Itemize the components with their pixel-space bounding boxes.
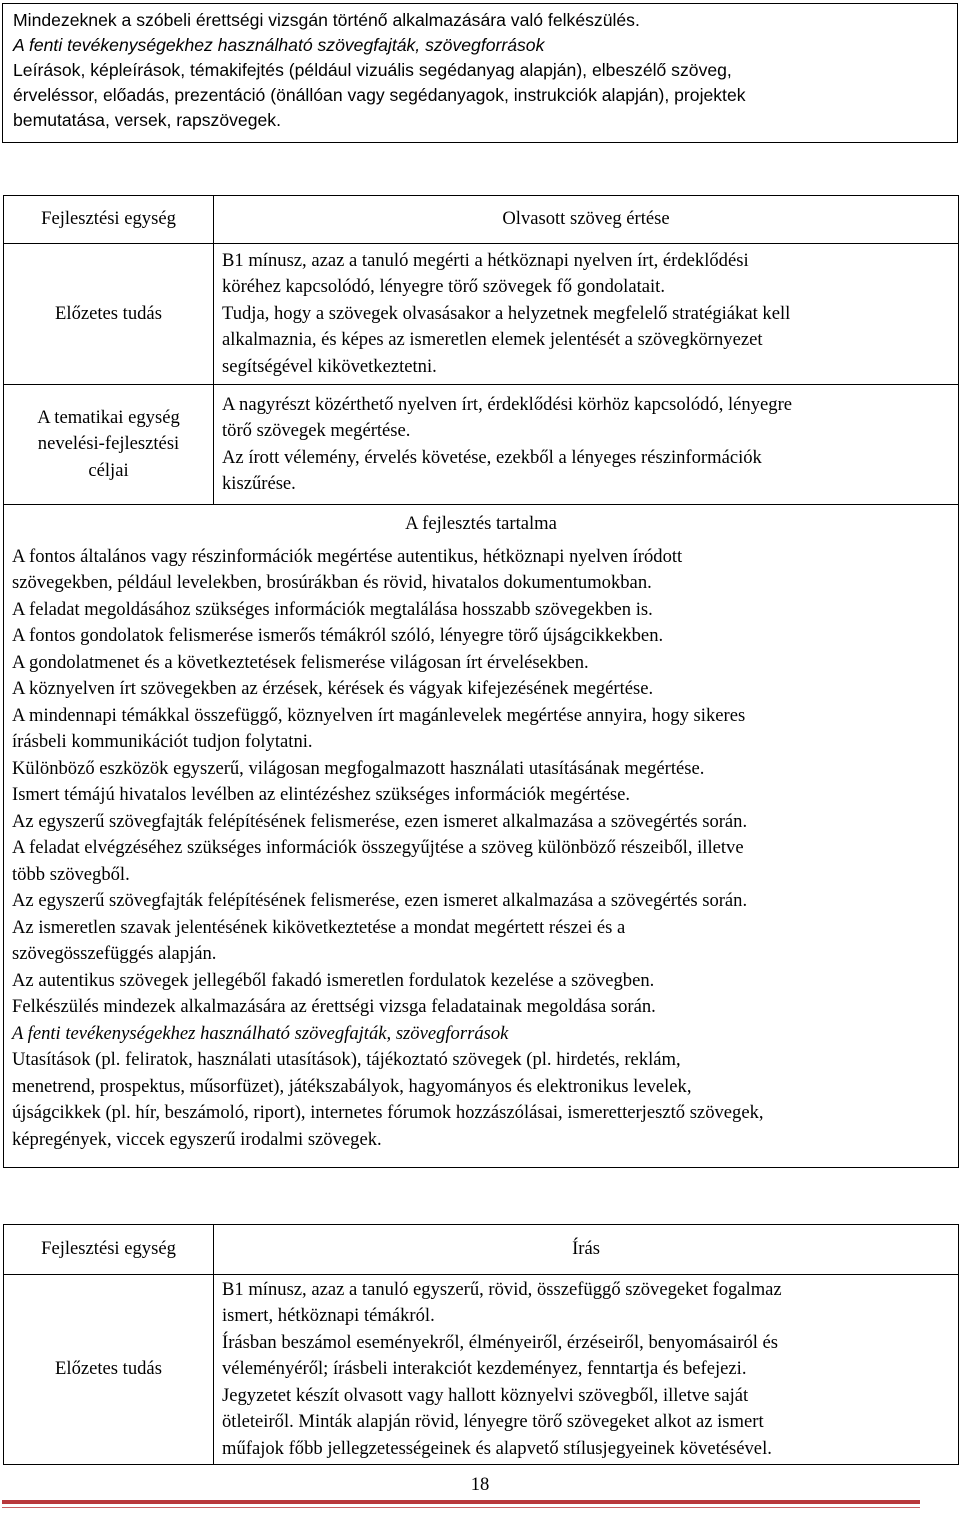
top-text-box bbox=[2, 3, 958, 143]
prior-knowledge-text bbox=[214, 244, 959, 385]
content-line: szövegekben, például levelekben, brosúrákban és rövid, hivatalos dokumentumokban. bbox=[12, 572, 652, 593]
sources-line: Utasítások (pl. feliratok, használati utasítások), tájékoztató szövegek (pl. hirdetés, reklám, bbox=[12, 1049, 681, 1070]
sources-line: képregények, viccek egyszerű irodalmi szövegek. bbox=[12, 1128, 382, 1150]
unit-title-cell: Olvasott szöveg értése bbox=[214, 196, 959, 244]
content-line: A gondolatmenet és a következtetések felismerése világosan írt érvelésekben. bbox=[12, 651, 589, 673]
top-sources-line: érveléssor, előadás, prezentáció (önállóan vagy segédanyagok, instrukciók alapján), projektek bbox=[13, 85, 746, 105]
top-sources-line: Leírások, képleírások, témakifejtés (például vizuális segédanyag alapján), elbeszélő szöveg, bbox=[13, 60, 732, 80]
reading-comprehension-table bbox=[3, 195, 959, 1168]
goals-text bbox=[214, 385, 959, 505]
content-line: Az egyszerű szövegfajták felépítésének felismerése, ezen ismeret alkalmazása a szövegértés során. bbox=[12, 810, 748, 832]
prior-knowledge-text bbox=[214, 1275, 959, 1465]
prior-line: ismert, hétköznapi témákról. bbox=[222, 1305, 435, 1327]
goals-label bbox=[4, 385, 214, 505]
page-number: 18 bbox=[470, 1474, 490, 1495]
goals-line: kiszűrése. bbox=[222, 473, 296, 494]
footer-rule bbox=[2, 1500, 920, 1504]
sources-heading: A fenti tevékenységekhez használható szövegfajták, szövegforrások bbox=[12, 1022, 509, 1044]
unit-label-cell: Fejlesztési egység bbox=[4, 196, 214, 244]
content-line: Ismert témájú hivatalos levélben az elintézéshez szükséges információk megértése. bbox=[12, 784, 630, 805]
prior-knowledge-label: Előzetes tudás bbox=[4, 1275, 214, 1465]
unit-label-cell: Fejlesztési egység bbox=[4, 1225, 214, 1275]
content-line: Az autentikus szövegek jellegéből fakadó ismeretlen fordulatok kezelése a szövegben. bbox=[12, 969, 655, 991]
prior-line: B1 mínusz, azaz a tanuló egyszerű, rövid, összefüggő szövegeket fogalmaz bbox=[222, 1278, 782, 1300]
content-line: Az ismeretlen szavak jelentésének kikövetkeztetése a mondat megértett részei és a bbox=[12, 916, 626, 938]
content-line: Felkészülés mindezek alkalmazására az érettségi vizsga feladatainak megoldása során. bbox=[12, 996, 656, 1017]
prior-line: ötleteiről. Minták alapján rövid, lényegre törő szövegeket alkot az ismert bbox=[222, 1411, 764, 1433]
content-line: A feladat elvégzéséhez szükséges információk összegyűjtése a szöveg különböző részeiből, illetve bbox=[12, 837, 744, 858]
unit-title-cell: Írás bbox=[214, 1225, 959, 1275]
goals-line: A nagyrészt közérthető nyelven írt, érdeklődési körhöz kapcsolódó, lényegre bbox=[222, 393, 793, 415]
footer-rule-thin bbox=[2, 1507, 920, 1508]
top-sources-line: bemutatása, versek, rapszövegek. bbox=[13, 110, 281, 130]
content-line: A köznyelven írt szövegekben az érzések, kérések és vágyak kifejezésének megértése. bbox=[12, 678, 654, 699]
prior-line: Írásban beszámol eseményekről, élményeiről, érzéseiről, benyomásairól és bbox=[222, 1331, 779, 1353]
prior-line: segítségével kikövetkeztetni. bbox=[222, 355, 437, 377]
content-line: Az egyszerű szövegfajták felépítésének felismerése, ezen ismeret alkalmazása a szövegértés során. bbox=[12, 890, 748, 911]
content-line: szövegösszefüggés alapján. bbox=[12, 943, 217, 964]
content-line: A mindennapi témákkal összefüggő, köznyelven írt magánlevelek megértése annyira, hogy sikeres bbox=[12, 704, 746, 726]
prior-knowledge-label: Előzetes tudás bbox=[4, 244, 214, 385]
goals-label-line: céljai bbox=[88, 459, 129, 481]
prior-line: Jegyzetet készít olvasott vagy hallott köznyelvi szövegből, illetve saját bbox=[222, 1384, 749, 1406]
sources-line: újságcikkek (pl. hír, beszámoló, riport), internetes fórumok hozzászólásai, ismeretterjesztő szövegek, bbox=[12, 1102, 764, 1123]
goals-label-line: A tematikai egység bbox=[37, 406, 180, 428]
prior-line: műfajok főbb jellegzetességeinek és alapvető stílusjegyeinek követésével. bbox=[222, 1437, 772, 1459]
content-line: A fontos gondolatok felismerése ismerős témákról szóló, lényegre törő újságcikkekben. bbox=[12, 625, 664, 646]
content-cell bbox=[4, 505, 959, 1168]
prior-line: Tudja, hogy a szövegek olvasásakor a helyzetnek megfelelő stratégiákat kell bbox=[222, 302, 791, 324]
content-line: több szövegből. bbox=[12, 863, 130, 885]
writing-table bbox=[3, 1224, 959, 1465]
goals-line: törő szövegek megértése. bbox=[222, 420, 411, 441]
goals-label-line: nevelési-fejlesztési bbox=[37, 433, 180, 455]
content-line: A fontos általános vagy részinformációk megértése autentikus, hétköznapi nyelven íródott bbox=[12, 545, 683, 567]
content-line: írásbeli kommunikációt tudjon folytatni. bbox=[12, 731, 313, 752]
goals-line: Az írott vélemény, érvelés követése, ezekből a lényeges részinformációk bbox=[222, 446, 762, 468]
top-line-prep: Mindezeknek a szóbeli érettségi vizsgán történő alkalmazására való felkészülés. bbox=[13, 10, 640, 30]
top-sources-heading: A fenti tevékenységekhez használható szövegfajták, szövegforrások bbox=[13, 35, 545, 55]
sources-list bbox=[12, 1047, 958, 1153]
prior-line: véleményéről; írásbeli interakciót kezdeményez, fenntartja és befejezi. bbox=[222, 1358, 747, 1380]
sources-line: menetrend, prospektus, műsorfüzet), játékszabályok, hagyományos és elektronikus levelek, bbox=[12, 1075, 692, 1097]
prior-line: alkalmaznia, és képes az ismeretlen elemek jelentését a szövegkörnyezet bbox=[222, 329, 763, 351]
prior-line: köréhez kapcsolódó, lényegre törő szövegek fő gondolatait. bbox=[222, 276, 665, 298]
content-line: Különböző eszközök egyszerű, világosan megfogalmazott használati utasításának megértése. bbox=[12, 757, 705, 779]
content-title: A fejlesztés tartalma bbox=[405, 513, 557, 534]
top-sources-list bbox=[13, 58, 957, 133]
prior-line: B1 mínusz, azaz a tanuló megérti a hétköznapi nyelven írt, érdeklődési bbox=[222, 249, 749, 271]
content-line: A feladat megoldásához szükséges információk megtalálása hosszabb szövegekben is. bbox=[12, 598, 653, 620]
content-list bbox=[12, 544, 958, 1021]
